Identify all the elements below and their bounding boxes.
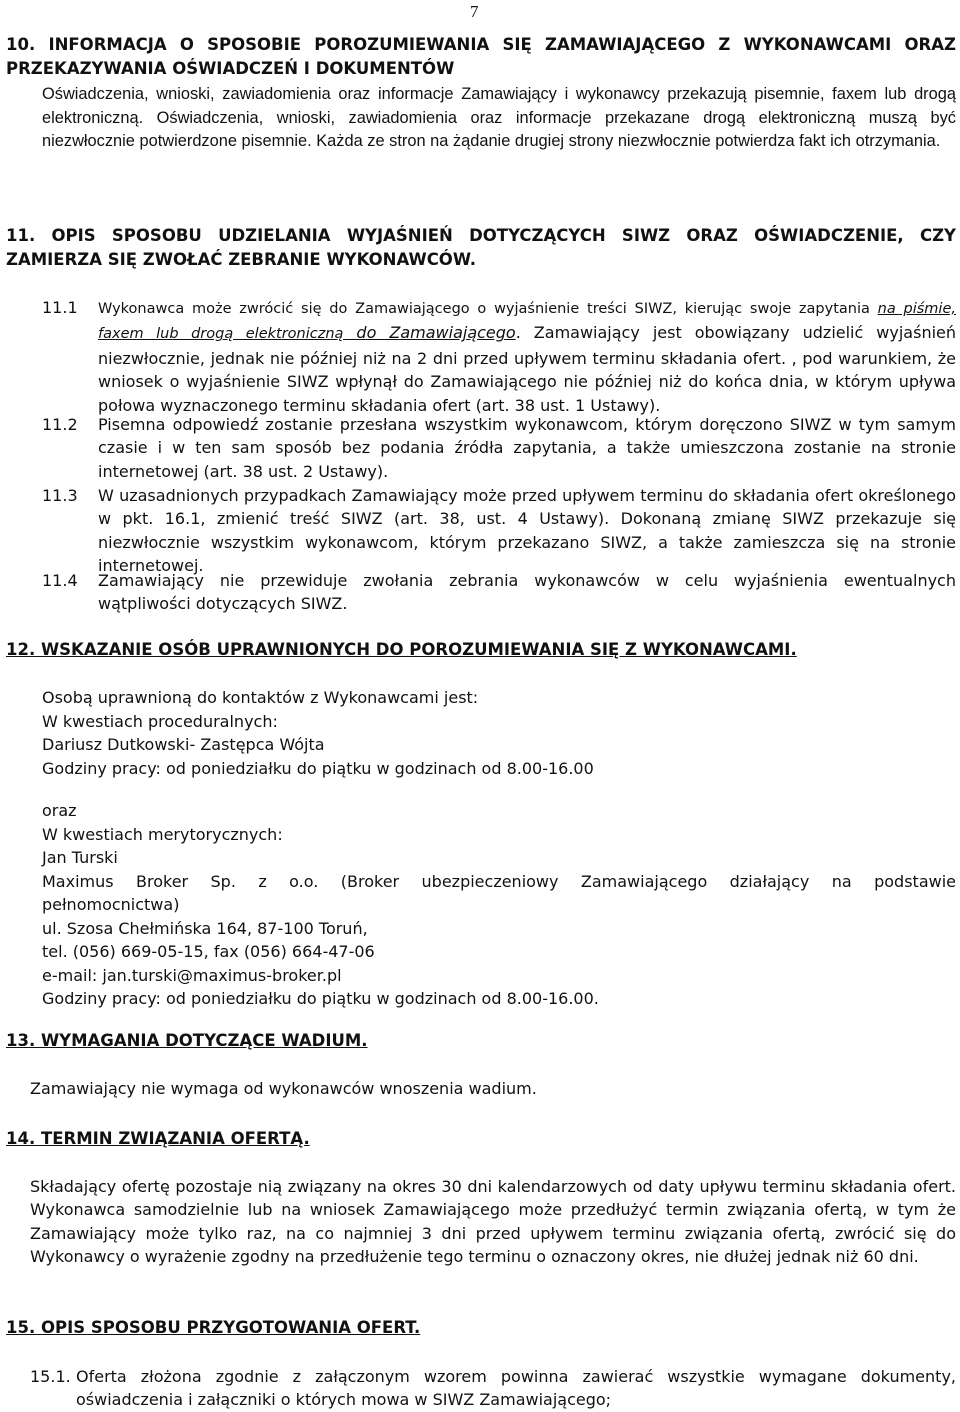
item-number: 11.2 — [42, 415, 78, 434]
item-11-3 — [42, 484, 956, 578]
contact-procedural — [42, 686, 956, 780]
section-14-heading: 14. TERMIN ZWIĄZANIA OFERTĄ. — [6, 1129, 310, 1148]
section-11-heading: 11. OPIS SPOSOBU UDZIELANIA WYJAŚNIEŃ DOTYCZĄCYCH SIWZ ORAZ OŚWIADCZENIE, CZY ZAMIERZA SIĘ ZWOŁAĆ ZEBRANIE WYKONAWCÓW. — [6, 226, 956, 269]
contact-line: W kwestiach merytorycznych: — [42, 824, 283, 844]
item-number: 11.4 — [42, 571, 78, 590]
item-text-rest: . Zamawiający jest obowiązany udzielić wyjaśnień niezwłocznie, jednak nie później niż na 2 dni przed upływem terminu składania ofert. , pod warunkiem, że wniosek o wyjaśnienie SIWZ wpłynął do Zamawiającego nie później niż do końca dnia, w którym upływa połowa wyznaczonego terminu składania ofert (art. 38 ust. 1 Ustawy). — [98, 323, 957, 415]
contact-line: ul. Szosa Chełmińska 164, 87-100 Toruń, — [42, 918, 368, 938]
contact-email: e-mail: jan.turski@maximus-broker.pl — [42, 965, 342, 985]
item-number: 15.1. — [30, 1367, 71, 1386]
contact-broker-line: Maximus Broker Sp. z o.o. (Broker ubezpieczeniowy Zamawiającego działający na podstawie — [42, 871, 956, 891]
page-number: 7 — [470, 2, 479, 21]
item-number: 11.1 — [42, 298, 78, 317]
contact-substantive — [42, 799, 956, 1011]
contact-line: oraz — [42, 801, 77, 820]
contact-line: Jan Turski — [42, 848, 118, 867]
item-text-small: Wykonawca może zwrócić się do Zamawiającego o wyjaśnienie treści SIWZ, kierując swoje zapytania — [98, 301, 878, 317]
contact-line: W kwestiach proceduralnych: — [42, 711, 278, 731]
section-10-body: Oświadczenia, wnioski, zawiadomienia oraz informacje Zamawiający i wykonawcy przekazują pisemnie, faxem lub drogą elektroniczną. Oświadczenia, wnioski, zawiadomienia oraz informacje przekazane drogą elektroniczną muszą być niezwłocznie potwierdzone pisemnie. Każda ze stron na żądanie drugiej strony niezwłocznie potwierdza fakt ich otrzymania. — [42, 85, 956, 151]
section-13-heading: 13. WYMAGANIA DOTYCZĄCE WADIUM. — [6, 1031, 368, 1050]
item-text: W uzasadnionych przypadkach Zamawiający może przed upływem terminu do składania ofert określonego w pkt. 16.1, zmienić treść SIWZ (art. 38, ust. 4 Ustawy). Dokonaną zmianę SIWZ przekazuje się niezwłocznie wszystkim wykonawcom, którym przekazano SIWZ, a także zamieszcza się na stronie internetowej. — [98, 486, 956, 576]
item-text: Oferta złożona zgodnie z załączonym wzorem powinna zawierać wszystkie wymagane dokumenty, oświadczenia i załączniki o których mowa w SIWZ Zamawiającego; — [76, 1367, 956, 1410]
item-number: 11.3 — [42, 486, 78, 505]
contact-line: tel. (056) 669-05-15, fax (056) 664-47-06 — [42, 942, 375, 961]
item-text: Zamawiający nie przewiduje zwołania zebrania wykonawców w celu wyjaśnienia ewentualnych wątpliwości dotyczących SIWZ. — [98, 571, 956, 614]
contact-line: Godziny pracy: od poniedziałku do piątku w godzinach od 8.00-16.00 — [42, 758, 594, 778]
item-11-4 — [42, 569, 956, 616]
contact-line: Dariusz Dutkowski- Zastępca Wójta — [42, 735, 325, 754]
item-11-1 — [42, 296, 956, 417]
section-14-body: Składający ofertę pozostaje nią związany na okres 30 dni kalendarzowych od daty upływu terminu składania ofert. Wykonawca samodzielnie lub na wniosek Zamawiającego może przedłużyć termin związania ofertą, w tym że Zamawiający może tylko raz, na co najmniej 3 dni przed upływem terminu związania ofertą, zwrócić się do Wykonawcy o wyrażenie zgodny na przedłużenie tego terminu o oznaczony okres, nie dłużej jednak niż 60 dni. — [30, 1177, 956, 1267]
contact-line: Osobą uprawnioną do kontaktów z Wykonawcami jest: — [42, 688, 479, 707]
item-text-link: na piśmie, faxem lub drogą elektroniczną — [98, 301, 956, 343]
section-10-heading: 10. INFORMACJA O SPOSOBIE POROZUMIEWANIA SIĘ ZAMAWIAJĄCEGO Z WYKONAWCAMI ORAZ PRZEKAZYWANIA OŚWIADCZEŃ I DOKUMENTÓW — [6, 35, 956, 78]
contact-line: pełnomocnictwa) — [42, 895, 180, 914]
item-11-2 — [42, 413, 956, 483]
item-15-1 — [30, 1365, 956, 1412]
item-text-link2: do Zamawiającego — [343, 323, 516, 343]
section-13-body: Zamawiający nie wymaga od wykonawców wnoszenia wadium. — [30, 1079, 537, 1098]
item-text: Pisemna odpowiedź zostanie przesłana wszystkim wykonawcom, którym doręczono SIWZ w tym samym czasie i w ten sam sposób bez podania źródła zapytania, a także umieszczona zostanie na stronie internetowej (art. 38 ust. 2 Ustawy). — [98, 415, 956, 481]
section-12-heading: 12. WSKAZANIE OSÓB UPRAWNIONYCH DO POROZUMIEWANIA SIĘ Z WYKONAWCAMI. — [6, 640, 797, 659]
section-15-heading: 15. OPIS SPOSOBU PRZYGOTOWANIA OFERT. — [6, 1318, 421, 1337]
contact-line: Godziny pracy: od poniedziałku do piątku w godzinach od 8.00-16.00. — [42, 989, 599, 1008]
